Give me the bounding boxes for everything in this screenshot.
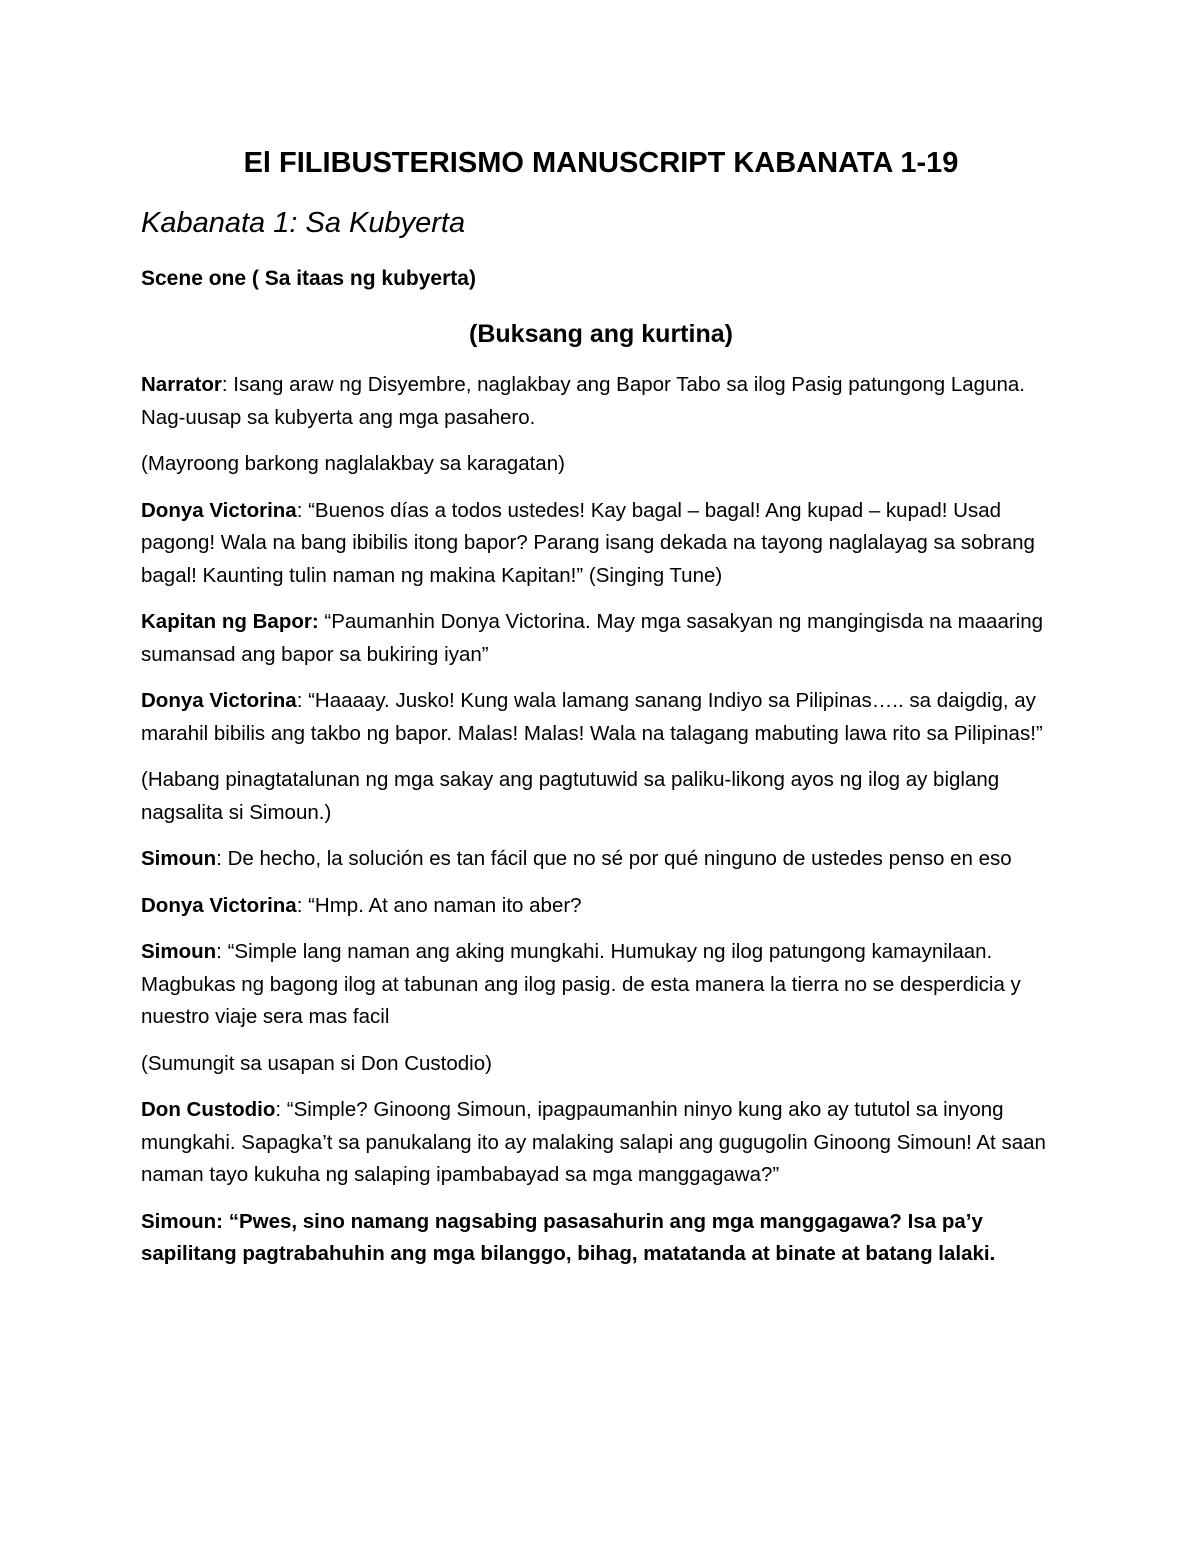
speaker-name: Don Custodio	[141, 1098, 276, 1121]
speaker-name: Donya Victorina	[141, 689, 297, 712]
scene-heading: Scene one ( Sa itaas ng kubyerta)	[141, 267, 476, 290]
dialogue-text: : “Simple lang naman ang aking mungkahi. Humukay ng ilog patungong kamaynilaan. Magbukas ng bagong ilog at tabunan ang ilog pasig. de esta manera la tierra no se desperdicia y nuestro viaje sera mas facil	[141, 940, 1021, 1028]
document-body	[141, 143, 1061, 1285]
stage-direction-text: (Sumungit sa usapan si Don Custodio)	[141, 1051, 492, 1075]
speaker-name: Simoun	[141, 847, 217, 870]
speaker-name: Kapitan ng Bapor:	[141, 610, 319, 633]
speaker-name: Donya Victorina	[141, 498, 297, 522]
dialogue-paragraph	[141, 936, 1061, 1034]
dialogue-paragraph	[141, 1206, 1061, 1271]
dialogue-paragraph	[141, 685, 1061, 750]
dialogue-paragraph	[141, 890, 1061, 923]
dialogue-paragraph	[141, 843, 1061, 876]
dialogue-paragraph	[141, 495, 1061, 593]
dialogue-text: “Paumanhin Donya Victorina. May mga sasakyan ng mangingisda na maaaring sumansad ang bapor sa bukiring iyan”	[141, 610, 1044, 666]
chapter-title: Kabanata 1: Sa Kubyerta	[141, 207, 466, 239]
stage-direction	[141, 764, 1061, 829]
speaker-name: Donya Victorina	[141, 893, 297, 917]
stage-direction	[141, 448, 1061, 481]
dialogue-text: : “Pwes, sino namang nagsabing pasasahurin ang mga manggagawa? Isa pa’y sapilitang pagtrabahuhin ang mga bilanggo, bihag, matatanda at binate at batang lalaki.	[141, 1209, 996, 1265]
dialogue-paragraph	[141, 606, 1061, 671]
stage-direction-curtain: (Buksang ang kurtina)	[469, 320, 733, 348]
speaker-name: Simoun	[141, 1209, 217, 1233]
document-title: El FILIBUSTERISMO MANUSCRIPT KABANATA 1-19	[243, 147, 959, 179]
stage-direction-text: (Habang pinagtatalunan ng mga sakay ang pagtutuwid sa paliku-likong ayos ng ilog ay biglang nagsalita si Simoun.)	[141, 768, 1000, 824]
dialogue-text: : “Simple? Ginoong Simoun, ipagpaumanhin ninyo kung ako ay tututol sa inyong mungkahi. Sapagka’t sa panukalang ito ay malaking salapi ang gugugolin Ginoong Simoun! At saan naman tayo kukuha ng salaping ipambabayad sa mga manggagawa?”	[141, 1098, 1046, 1186]
speaker-name: Simoun	[141, 940, 217, 963]
stage-direction	[141, 1048, 1061, 1081]
dialogue-text: : Isang araw ng Disyembre, naglakbay ang Bapor Tabo sa ilog Pasig patungong Laguna. Nag-uusap sa kubyerta ang mga pasahero.	[141, 373, 1025, 429]
dialogue-paragraph	[141, 369, 1061, 434]
dialogue-paragraph	[141, 1094, 1061, 1192]
stage-direction-text: (Mayroong barkong naglalakbay sa karagatan)	[141, 452, 565, 475]
speaker-name: Narrator	[141, 373, 222, 396]
dialogue-text: : “Haaaay. Jusko! Kung wala lamang sanang Indiyo sa Pilipinas….. sa daigdig, ay marahil bibilis ang takbo ng bapor. Malas! Malas! Wala na talagang mabuting lawa rito sa Pilipinas!”	[141, 689, 1043, 745]
dialogue-text: : De hecho, la solución es tan fácil que no sé por qué ninguno de ustedes penso en eso	[216, 847, 1012, 870]
dialogue-text: : “Buenos días a todos ustedes! Kay bagal – bagal! Ang kupad – kupad! Usad pagong! Wala na bang ibibilis itong bapor? Parang isang dekada na tayong naglalayag sa sobrang bagal! Kaunting tulin naman ng makina Kapitan!” (Singing Tune)	[141, 498, 1035, 587]
dialogue-text: : “Hmp. At ano naman ito aber?	[296, 893, 582, 917]
